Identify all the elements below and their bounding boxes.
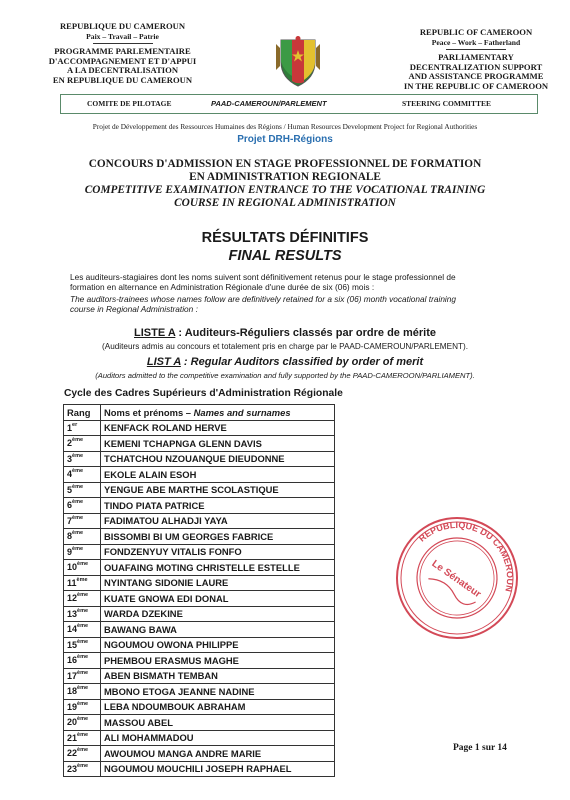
rank-cell	[64, 684, 101, 700]
table-row	[64, 560, 335, 576]
table-row	[64, 668, 335, 684]
band-center-label: PAAD-CAMEROUN/PARLEMENT	[211, 99, 327, 108]
table-row	[64, 498, 335, 514]
rank-cell	[64, 730, 101, 746]
list-a-fr-heading	[0, 327, 570, 339]
name-cell: AWOUMOU MANGA ANDRE MARIE	[101, 746, 335, 762]
table-row	[64, 699, 335, 715]
rank-number: 17	[67, 670, 78, 681]
rank-number: 23	[67, 763, 78, 774]
table-row	[64, 684, 335, 700]
contest-title-en	[0, 184, 570, 210]
header-right-program-4: IN THE REPUBLIC OF CAMEROON	[403, 80, 549, 91]
rank-suffix: ème	[72, 437, 84, 444]
list-a-fr-note: (Auditeurs admis au concours et totalement pris en charge par le PAAD-CAMEROUN/PARLEMENT).	[102, 342, 468, 351]
contest-title-fr-line-2: EN ADMINISTRATION REGIONALE	[189, 170, 381, 183]
list-a-en-note: (Auditors admitted to the competitive examination and fully supported by the PAAD-CAMEROON/PARLIAMENT).	[95, 371, 475, 380]
name-cell: OUAFAING MOTING CHRISTELLE ESTELLE	[101, 560, 335, 576]
header-left-motto: Paix – Travail – Patrie	[86, 31, 159, 41]
table-row	[64, 420, 335, 436]
header-left-program-3: A LA DECENTRALISATION	[66, 65, 179, 76]
name-cell: WARDA DZEKINE	[101, 606, 335, 622]
list-a-en-label: LIST A	[146, 356, 181, 368]
rank-cell	[64, 622, 101, 638]
rank-number: 12	[67, 593, 78, 604]
table-row	[64, 436, 335, 452]
rank-suffix: ème	[77, 592, 89, 599]
rank-cell	[64, 591, 101, 607]
rank-cell	[64, 544, 101, 560]
name-cell: BISSOMBI BI UM GEORGES FABRICE	[101, 529, 335, 545]
name-header-en: Names and surnames	[193, 406, 291, 418]
name-cell: KUATE GNOWA EDI DONAL	[101, 591, 335, 607]
intro-en	[70, 294, 530, 315]
rank-suffix: ème	[77, 654, 89, 661]
rank-cell	[64, 637, 101, 653]
rank-suffix: ème	[72, 499, 84, 506]
name-cell: NYINTANG SIDONIE LAURE	[101, 575, 335, 591]
project-name: Projet DRH-Régions	[237, 134, 333, 145]
rank-number: 6	[67, 500, 73, 511]
rank-number: 9	[67, 546, 73, 557]
page-number: Page 1 sur 14	[453, 743, 507, 753]
header-left	[40, 22, 205, 86]
rank-suffix: ème	[77, 561, 89, 568]
rank-suffix: ème	[72, 468, 84, 475]
rank-number: 22	[67, 748, 78, 759]
name-cell: MBONO ETOGA JEANNE NADINE	[101, 684, 335, 700]
contest-title-en-line-1: COMPETITIVE EXAMINATION ENTRANCE TO THE VOCATIONAL TRAINING	[84, 184, 486, 196]
rank-cell	[64, 467, 101, 483]
rank-cell	[64, 420, 101, 436]
contest-title-fr-line-1: CONCOURS D'ADMISSION EN STAGE PROFESSIONNEL DE FORMATION	[88, 158, 482, 170]
name-cell: TCHATCHOU NZOUANQUE DIEUDONNE	[101, 451, 335, 467]
name-header	[101, 405, 335, 421]
list-a-en-title: : Regular Auditors classified by order of merit	[180, 356, 424, 368]
rank-cell	[64, 575, 101, 591]
rank-suffix: ème	[72, 452, 84, 459]
rank-header: Rang	[64, 405, 101, 421]
name-header-fr: Noms et prénoms –	[104, 406, 194, 418]
rank-suffix: ème	[77, 731, 89, 738]
rank-number: 3	[67, 453, 73, 464]
header-left-program-1: PROGRAMME PARLEMENTAIRE	[54, 46, 191, 57]
rank-number: 10	[67, 562, 78, 573]
name-cell: BAWANG BAWA	[101, 622, 335, 638]
name-cell: FONDZENYUY VITALIS FONFO	[101, 544, 335, 560]
rank-suffix: ème	[77, 716, 89, 723]
rank-number: 15	[67, 639, 78, 650]
rank-number: 8	[67, 531, 73, 542]
rank-number: 14	[67, 624, 78, 635]
table-row	[64, 746, 335, 762]
name-cell: YENGUE ABE MARTHE SCOLASTIQUE	[101, 482, 335, 498]
rank-cell	[64, 746, 101, 762]
rank-suffix: ème	[76, 576, 88, 583]
name-cell: LEBA NDOUMBOUK ABRAHAM	[101, 699, 335, 715]
rank-number: 11	[67, 577, 77, 588]
list-a-fr-title: : Auditeurs-Réguliers classés par ordre de mérite	[175, 327, 436, 339]
rank-suffix: ème	[77, 623, 89, 630]
rank-number: 1	[67, 422, 73, 433]
rank-suffix: ème	[72, 545, 84, 552]
rank-number: 13	[67, 608, 78, 619]
table-row	[64, 513, 335, 529]
rank-cell	[64, 529, 101, 545]
rank-number: 5	[67, 484, 73, 495]
rank-suffix: ème	[72, 530, 84, 537]
table-row	[64, 761, 335, 777]
rank-number: 21	[67, 732, 78, 743]
header-right-program-3: AND ASSISTANCE PROGRAMME	[408, 71, 544, 82]
name-cell: KENFACK ROLAND HERVE	[101, 420, 335, 436]
senator-stamp	[394, 515, 520, 641]
rank-cell	[64, 715, 101, 731]
rank-suffix: ème	[77, 747, 89, 754]
name-cell: NGOUMOU MOUCHILI JOSEPH RAPHAEL	[101, 761, 335, 777]
header-left-program-4: EN REPUBLIQUE DU CAMEROUN	[52, 74, 193, 85]
list-a-en-heading	[0, 356, 570, 368]
header-right-title: REPUBLIC OF CAMEROON	[419, 27, 533, 37]
table-row	[64, 730, 335, 746]
intro-en-line-1: The auditors-trainees whose names follow are definitively retained for a six (06) month vocational training	[70, 294, 456, 304]
rank-suffix: er	[72, 421, 78, 428]
stamp-outer-text: REPUBLIQUE DU CAMEROUN	[416, 519, 516, 593]
rank-cell	[64, 513, 101, 529]
rank-number: 4	[67, 469, 73, 480]
rank-suffix: ème	[72, 483, 84, 490]
rank-number: 2	[67, 438, 73, 449]
results-table-body	[64, 420, 335, 777]
rank-number: 7	[67, 515, 73, 526]
results-title-fr: RÉSULTATS DÉFINITIFS	[201, 230, 369, 246]
cycle-heading: Cycle des Cadres Supérieurs d'Administration Régionale	[64, 388, 343, 399]
header-right-program-2: DECENTRALIZATION SUPPORT	[409, 61, 543, 72]
rank-suffix: ème	[77, 762, 89, 769]
rank-number: 20	[67, 717, 78, 728]
name-cell: ABEN BISMATH TEMBAN	[101, 668, 335, 684]
table-row	[64, 653, 335, 669]
rank-cell	[64, 606, 101, 622]
header-right-program-1: PARLIAMENTARY	[438, 52, 514, 63]
intro-fr-line-1: Les auditeurs-stagiaires dont les noms suivent sont définitivement retenus pour le stage professionnel de	[70, 272, 456, 282]
rank-cell	[64, 451, 101, 467]
rank-cell	[64, 699, 101, 715]
table-row	[64, 606, 335, 622]
contest-title-fr	[0, 158, 570, 184]
rank-suffix: ème	[77, 638, 89, 645]
rank-cell	[64, 498, 101, 514]
results-table	[63, 404, 335, 777]
rank-cell	[64, 482, 101, 498]
table-header-row	[64, 405, 335, 421]
table-row	[64, 467, 335, 483]
stamp-inner-text: Le Sénateur	[429, 558, 483, 601]
rank-number: 19	[67, 701, 78, 712]
name-cell: KEMENI TCHAPNGA GLENN DAVIS	[101, 436, 335, 452]
rank-cell	[64, 668, 101, 684]
intro-en-line-2: course in Regional Administration :	[70, 304, 198, 315]
name-cell: ALI MOHAMMADOU	[101, 730, 335, 746]
table-row	[64, 622, 335, 638]
table-row	[64, 637, 335, 653]
table-row	[64, 575, 335, 591]
header-left-program-2: D'ACCOMPAGNEMENT ET D'APPUI	[48, 55, 197, 66]
rank-number: 18	[67, 686, 78, 697]
name-cell: NGOUMOU OWONA PHILIPPE	[101, 637, 335, 653]
rank-suffix: ème	[77, 685, 89, 692]
project-line: Projet de Développement des Ressources Humaines des Régions / Human Resources Development Project for Regional Authorities	[92, 122, 478, 131]
contest-title-en-line-2: COURSE IN REGIONAL ADMINISTRATION	[174, 196, 396, 209]
table-row	[64, 482, 335, 498]
rank-suffix: ème	[77, 700, 89, 707]
name-cell: EKOLE ALAIN ESOH	[101, 467, 335, 483]
rank-cell	[64, 560, 101, 576]
results-title-en: FINAL RESULTS	[228, 248, 342, 264]
rank-cell	[64, 436, 101, 452]
name-cell: FADIMATOU ALHADJI YAYA	[101, 513, 335, 529]
header-right-motto: Peace – Work – Fatherland	[431, 37, 521, 47]
rank-cell	[64, 653, 101, 669]
rank-suffix: ème	[72, 514, 84, 521]
rank-number: 16	[67, 655, 78, 666]
header-right	[396, 28, 556, 92]
table-row	[64, 591, 335, 607]
list-a-fr-label: LISTE A	[134, 327, 176, 339]
name-cell: TINDO PIATA PATRICE	[101, 498, 335, 514]
rank-cell	[64, 761, 101, 777]
table-row	[64, 715, 335, 731]
header-left-title: REPUBLIQUE DU CAMEROUN	[59, 21, 186, 31]
name-cell: PHEMBOU ERASMUS MAGHE	[101, 653, 335, 669]
rank-suffix: ème	[77, 607, 89, 614]
coat-of-arms-emblem	[275, 36, 321, 88]
table-row	[64, 451, 335, 467]
band-left-label: COMITE DE PILOTAGE	[87, 99, 172, 108]
band-right-label: STEERING COMMITTEE	[402, 99, 491, 108]
intro-fr-line-2: formation en alternance en Administration Régionale d'une durée de six (06) mois :	[70, 282, 375, 293]
intro-fr	[70, 272, 530, 293]
table-row	[64, 529, 335, 545]
steering-committee-band	[60, 94, 538, 114]
table-row	[64, 544, 335, 560]
name-cell: MASSOU ABEL	[101, 715, 335, 731]
rank-suffix: ème	[77, 669, 89, 676]
